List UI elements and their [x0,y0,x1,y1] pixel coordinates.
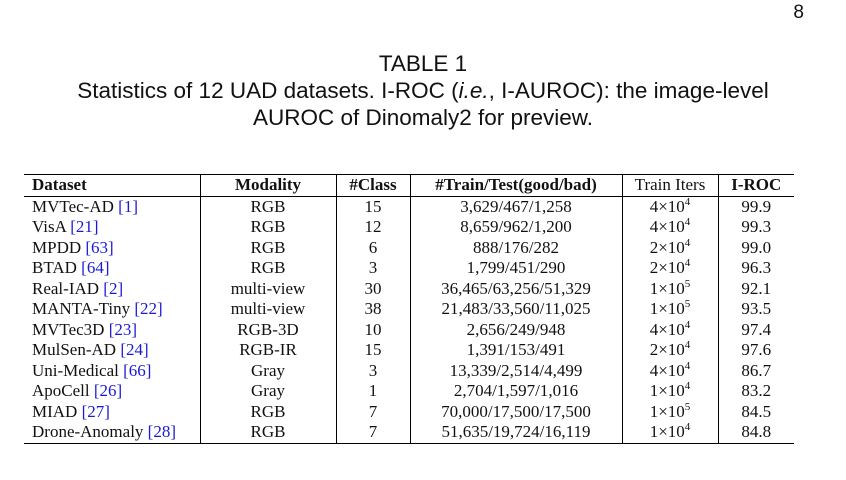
cell-train-iters [622,422,718,443]
iters-exponent: 4 [684,359,691,372]
cell-dataset [24,217,200,238]
cell-class: 7 [336,422,410,443]
citation-link[interactable]: [27] [81,401,110,421]
cell-dataset [24,258,200,279]
citation-link[interactable]: [66] [123,360,152,380]
header-train-iters: Train Iters [622,175,718,197]
cell-train-test: 51,635/19,724/16,119 [410,422,622,443]
header-modality: Modality [200,175,336,197]
citation-link[interactable]: [23] [108,319,138,339]
cell-iroc: 97.6 [741,340,772,359]
table-row [24,279,794,300]
iters-base: 4×10 [649,196,685,216]
table-row [24,217,794,238]
cell-train-iters [622,217,718,238]
cell-train-iters [622,361,718,382]
cell-modality: RGB [200,402,336,423]
iters-base: 1×10 [649,278,685,298]
iters-exponent: 4 [684,380,691,392]
header-iroc: I-ROC [731,175,782,194]
cell-modality: Gray [200,361,336,382]
cell-modality: multi-view [200,299,336,320]
cell-iroc: 83.2 [741,381,772,400]
dataset-name: MulSen-AD [32,340,117,359]
cell-train-iters [622,238,718,259]
citation-link[interactable]: [2] [103,278,124,298]
cell-modality: RGB [200,238,336,259]
cell-train-test: 13,339/2,514/4,499 [410,361,622,382]
cell-dataset [24,422,200,443]
cell-train-test: 2,704/1,597/1,016 [410,381,622,402]
cell-modality: multi-view [200,279,336,300]
cell-train-iters [622,381,718,402]
cell-dataset [24,196,200,217]
cell-modality: Gray [200,381,336,402]
caption-suffix: , I-AUROC): the image-level [488,78,769,103]
cell-iroc: 93.5 [741,299,772,318]
cell-class: 10 [336,320,410,341]
table-row [24,320,794,341]
cell-train-iters [622,299,718,320]
cell-train-test: 888/176/282 [410,238,622,259]
dataset-name: MIAD [32,401,78,421]
cell-dataset [24,279,200,300]
cell-iroc: 84.8 [741,422,772,441]
table-row [24,299,794,320]
dataset-name: Real-IAD [32,278,100,298]
cell-train-iters [622,196,718,217]
iters-base: 4×10 [649,319,685,339]
cell-modality: RGB [200,422,336,443]
cell-class: 1 [336,381,410,402]
cell-class: 15 [336,340,410,361]
citation-link[interactable]: [22] [134,299,163,318]
cell-train-test: 36,465/63,256/51,329 [410,279,622,300]
cell-modality: RGB [200,217,336,238]
cell-modality: RGB [200,258,336,279]
cell-class: 3 [336,361,410,382]
caption-prefix: Statistics of 12 UAD datasets. I-ROC ( [77,78,459,103]
header-dataset: Dataset [24,175,200,197]
table-row [24,238,794,259]
citation-link[interactable]: [21] [70,217,99,236]
iters-exponent: 4 [684,421,691,433]
table-row [24,402,794,423]
dataset-name: VisA [32,217,66,236]
citation-link[interactable]: [63] [85,237,114,257]
cell-train-iters [622,402,718,423]
iters-exponent: 5 [684,400,691,413]
cell-train-test: 2,656/249/948 [410,320,622,341]
iters-base: 1×10 [649,422,685,441]
iters-base: 4×10 [649,217,685,236]
cell-iroc: 92.1 [741,278,772,298]
iters-base: 1×10 [649,401,685,421]
cell-train-iters [622,320,718,341]
table-caption [0,50,846,131]
cell-dataset [24,238,200,259]
cell-dataset [24,299,200,320]
cell-iroc: 99.3 [741,217,772,236]
cell-iroc: 96.3 [741,258,772,277]
iters-base: 2×10 [649,340,685,359]
cell-class: 7 [336,402,410,423]
dataset-name: MANTA-Tiny [32,299,131,318]
cell-train-test: 70,000/17,500/17,500 [410,402,622,423]
iters-exponent: 5 [684,298,691,310]
cell-iroc: 99.0 [741,237,772,257]
cell-iroc: 99.9 [741,196,772,216]
iters-exponent: 4 [684,318,691,331]
cell-train-test: 3,629/467/1,258 [410,196,622,217]
cell-class: 38 [336,299,410,320]
header-train-test: #Train/Test(good/bad) [410,175,622,197]
citation-link[interactable]: [24] [120,340,149,359]
dataset-name: MVTec3D [32,319,105,339]
cell-iroc: 97.4 [741,319,772,339]
iters-exponent: 4 [684,257,691,269]
table-header-row [24,175,794,197]
caption-label: TABLE 1 [378,51,468,76]
cell-dataset [24,361,200,382]
table-row [24,381,794,402]
iters-base: 2×10 [649,237,685,257]
dataset-name: Uni-Medical [32,360,119,380]
caption-line-2 [0,77,846,104]
iters-base: 1×10 [649,299,685,318]
cell-train-test: 1,799/451/290 [410,258,622,279]
cell-dataset [24,402,200,423]
cell-class: 6 [336,238,410,259]
cell-train-iters [622,340,718,361]
iters-base: 1×10 [649,381,685,400]
citation-link[interactable]: [1] [118,196,138,216]
cell-train-iters [622,279,718,300]
iters-exponent: 4 [684,339,691,351]
cell-dataset [24,381,200,402]
iters-exponent: 5 [684,277,691,290]
cell-class: 3 [336,258,410,279]
cell-iroc: 84.5 [741,401,772,421]
iters-exponent: 4 [684,195,691,208]
dataset-name: MPDD [32,237,82,257]
table-row [24,422,794,443]
cell-train-test: 21,483/33,560/11,025 [410,299,622,320]
dataset-name: MVTec-AD [32,196,114,216]
cell-modality: RGB [200,196,336,217]
cell-dataset [24,340,200,361]
cell-class: 30 [336,279,410,300]
cell-iroc: 86.7 [741,360,772,380]
cell-train-test: 8,659/962/1,200 [410,217,622,238]
table-row [24,361,794,382]
cell-modality: RGB-IR [200,340,336,361]
cell-dataset [24,320,200,341]
table-row [24,258,794,279]
citation-link[interactable]: [28] [147,422,176,441]
caption-ie: i.e. [458,78,489,103]
iters-base: 4×10 [649,360,685,380]
cell-train-iters [622,258,718,279]
page-number: 8 [793,2,804,23]
header-class: #Class [336,175,410,197]
dataset-name: ApoCell [32,381,90,400]
dataset-statistics-table [24,174,794,444]
iters-base: 2×10 [649,258,685,277]
dataset-name: BTAD [32,258,77,277]
cell-class: 12 [336,217,410,238]
caption-line-3: AUROC of Dinomaly2 for preview. [252,105,594,130]
citation-link[interactable]: [26] [93,381,123,400]
cell-class: 15 [336,196,410,217]
iters-exponent: 4 [684,216,691,228]
cell-train-test: 1,391/153/491 [410,340,622,361]
citation-link[interactable]: [64] [81,258,110,277]
iters-exponent: 4 [684,236,691,249]
table-row [24,196,794,217]
cell-modality: RGB-3D [200,320,336,341]
table-row [24,340,794,361]
dataset-name: Drone-Anomaly [32,422,144,441]
table-body [24,196,794,443]
